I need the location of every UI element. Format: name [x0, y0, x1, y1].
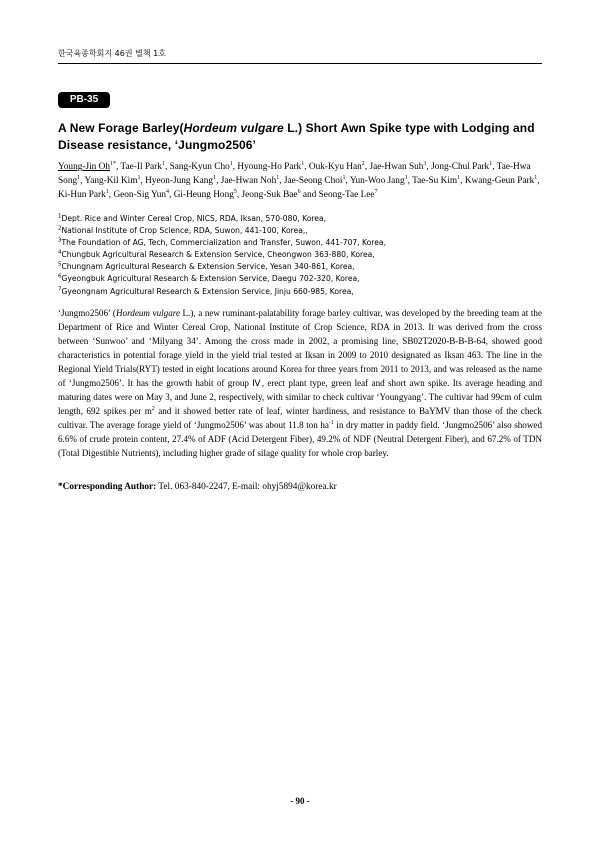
corresponding-label: *Corresponding Author: — [58, 482, 157, 492]
abstract — [58, 306, 542, 460]
affiliation-number: 6 — [58, 273, 62, 280]
author-name: Tae-Hwa Song — [58, 162, 531, 186]
affiliation-item — [58, 273, 542, 285]
author-affiliation-mark: 1 — [301, 160, 305, 167]
author-affiliation-mark: 1 — [105, 188, 109, 195]
author-name: Hyoung-Ho Park — [237, 162, 302, 172]
author-name: Ouk-Kyu Han — [308, 162, 362, 172]
affiliation-number: 5 — [58, 261, 62, 268]
journal-header: 한국육종학회지 46권 별책 1호 — [58, 49, 166, 58]
author-affiliation-mark: 5 — [233, 188, 237, 195]
title-suffix: L.) Short Awn Spike type with Lodging and Disease resistance, ‘Jungmo2506’ — [58, 121, 535, 152]
abstract-part: ‘Jungmo2506’ ( — [58, 308, 116, 318]
title-prefix: A New Forage Barley( — [58, 121, 184, 135]
author-name: Tae-Il Park — [120, 162, 162, 172]
author-affiliation-mark: 1 — [404, 174, 408, 181]
affiliation-number: 7 — [58, 286, 62, 293]
affiliation-item — [58, 237, 542, 249]
author-affiliation-mark: 1 — [342, 174, 346, 181]
author-name: Yun-Woo Jang — [349, 176, 405, 186]
author-affiliation-mark: 1 — [534, 174, 538, 181]
abstract-superscript: -1 — [328, 419, 334, 426]
abstract-part: and it showed better rate of leaf, winter hardiness, and resistance to BaYMV than those of the check cultivar. The average forage yield of ‘Jungmo2506’ was about 11.8 ton ha — [58, 406, 542, 430]
author-affiliation-mark: 1 — [457, 174, 461, 181]
author-affiliation-mark: 6 — [297, 188, 301, 195]
author-name: Jeong-Suk Bae — [241, 190, 298, 200]
author-list: Young-Jin $Oh^{1*}$, Tae-Il Park$^1$, Sang-Kyun Cho$^1$, Hyoung-Ho Park$^1$, Ouk-Kyu Han$^2$, Jae-Hwan Suh$^3$, Jong-Chul Park$^1$, Tae-Hwa Song$^1$, Yang-Kil Kim$^1$, Hyeon-Jung Kang$^1$, Jae-Hwan Noh$^1$, Jae-Seong Choi$^1$, Yun-Woo Jang$^1$, Tae-Su Kim$^1$, Kwang-Geun Park$^1$, Ki-Hun Park$^1$, Geon-Sig Yun$^4$, Gi-Heung Hong$^5$, Jeong-Suk Bae$^6$ and Seong-Tae Lee$^7$ — [58, 160, 540, 200]
author-name: Tae-Su Kim — [412, 176, 458, 186]
title-species: Hordeum vulgare — [183, 121, 284, 135]
abstract-superscript: 2 — [151, 405, 155, 412]
author-name: Jae-Seong Choi — [283, 176, 343, 186]
affiliation-number: 4 — [58, 249, 62, 256]
abstract-part: in dry matter in paddy field. ‘Jungmo2506’ also showed 6.6% of crude protein content, 27.4% of ADF (Acid Detergent Fiber), 49.2% of NDF (Neutral Detergent Fiber), and 67.2% of TDN (Total Digestible Nutrients), including higher grade of silage quality for whole crop barley. — [58, 420, 542, 458]
author-name: Young-Jin Oh — [58, 162, 111, 172]
author-affiliation-mark: 2 — [361, 160, 365, 167]
affiliation-text: National Institute of Crop Science, RDA, Suwon, 441-100, Korea,, — [61, 226, 308, 236]
header-rule — [58, 63, 542, 64]
author-name: Geon-Sig Yun — [113, 190, 167, 200]
abstract-species: Hordeum vulgare — [115, 308, 180, 318]
affiliation-text: Chungbuk Agricultural Research & Extension Service, Cheongwon 363-880, Korea, — [61, 250, 375, 260]
affiliation-number: 3 — [58, 237, 62, 244]
author-name: Kwang-Geun Park — [464, 176, 535, 186]
corresponding-contact: Tel. 063-840-2247, E-mail: ohyj5894@korea.kr — [156, 482, 337, 492]
author-affiliation-mark: 1 — [489, 160, 493, 167]
author-affiliation-mark: 1 — [77, 174, 81, 181]
author-affiliation-mark: 1 — [137, 174, 141, 181]
author-affiliation-mark: 1 — [213, 174, 217, 181]
author-name: Gi-Heung Hong — [173, 190, 234, 200]
author-name: Seong-Tae Lee — [318, 190, 375, 200]
author-name: Ki-Hun Park — [58, 190, 106, 200]
affiliation-list — [58, 213, 542, 298]
author-affiliation-mark: 1 — [276, 174, 280, 181]
paper-title — [58, 120, 544, 154]
author-name: Jae-Hwan Suh — [369, 162, 424, 172]
author-affiliation-mark: 3 — [423, 160, 427, 167]
affiliation-item — [58, 213, 542, 225]
author-affiliation-mark: 1 — [229, 160, 233, 167]
affiliation-number: 2 — [58, 225, 62, 232]
affiliation-item — [58, 286, 542, 298]
affiliation-text: Gyeongbuk Agricultural Research & Extension Service, Daegu 702-320, Korea, — [61, 274, 360, 284]
author-name: Jong-Chul Park — [431, 162, 490, 172]
affiliation-item — [58, 261, 542, 273]
page-number: - 90 - — [290, 796, 310, 806]
abstract-part: L.), a new ruminant-palatability forage barley cultivar, was developed by the breeding team at the Department of Rice and Winter Cereal Crop, National Institute of Crop Science, RDA in 2013. It was derived from the cross between ‘Sunwoo’ and ‘Milyang 34’. Among the cross made in 2002, a promising line, SB02T2020-B-B-B-64, showed good characteristics in potential forage yield in the yield trial tested at Iksan in 2009 to 2010 designated as Iksan 463. The line in the Regional Yield Trials(RYT) tested in eight locations around Korea for three years from 2011 to 2013, and was released as the name of ‘Jungmo2506’. It has the growth habit of group Ⅳ, erect plant type, green leaf and short awn spike. Its average heading and maturing dates were on May 3, and June 2, respectively, with similar to check cultivar ‘Youngyang’. The cultivar had 99cm of culm length, 692 spikes per m — [58, 308, 542, 416]
affiliation-text: The Foundation of AG, Tech, Commercialization and Transfer, Suwon, 441-707, Korea, — [61, 238, 386, 248]
author-name: Yang-Kil Kim — [84, 176, 138, 186]
author-affiliation-mark: 1* — [110, 160, 117, 167]
corresponding-author — [58, 480, 542, 494]
author-affiliation-mark: 7 — [374, 188, 378, 195]
affiliation-item — [58, 249, 542, 261]
author-name: Sang-Kyun Cho — [169, 162, 230, 172]
affiliation-text: Chungnam Agricultural Research & Extension Service, Yesan 340-861, Korea, — [61, 262, 355, 272]
affiliation-item — [58, 225, 542, 237]
author-name: Jae-Hwan Noh — [220, 176, 277, 186]
author-affiliation-mark: 4 — [166, 188, 170, 195]
author-affiliation-mark: 1 — [161, 160, 165, 167]
affiliation-text: Gyeongnam Agricultural Research & Extension Service, Jinju 660-985, Korea, — [61, 286, 354, 296]
affiliation-number: 1 — [58, 213, 62, 220]
author-name: Hyeon-Jung Kang — [145, 176, 214, 186]
poster-id-badge: PB-35 — [58, 92, 110, 108]
affiliation-text: Dept. Rice and Winter Cereal Crop, NICS, RDA, Iksan, 570-080, Korea, — [61, 214, 327, 223]
